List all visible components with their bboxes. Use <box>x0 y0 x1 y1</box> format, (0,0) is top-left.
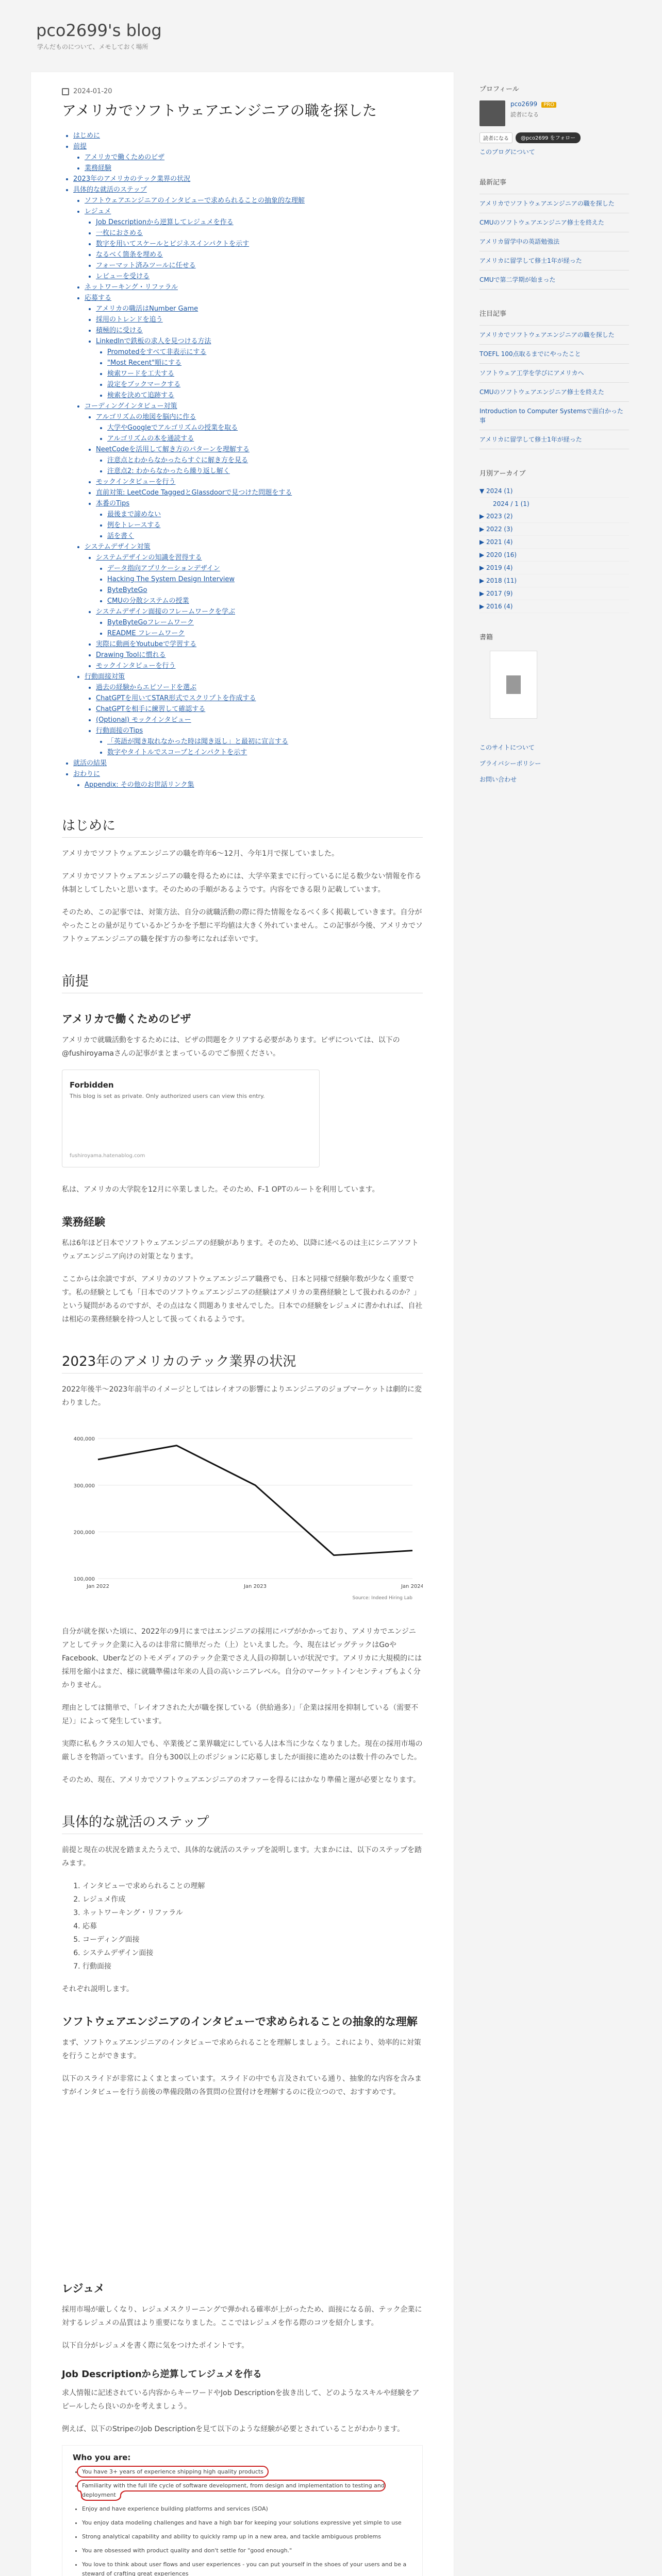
toc-item <box>96 444 423 477</box>
calendar-icon <box>62 88 69 95</box>
toc-link[interactable]: 業務経験 <box>85 164 112 172</box>
featured-entry-link[interactable]: アメリカに留学して修士1年が経った <box>479 430 629 449</box>
toc-item <box>96 498 423 541</box>
y-tick-label: 100,000 <box>73 1577 95 1582</box>
job-requirement-text: You have 3+ years of experience shipping high quality products <box>78 2467 268 2477</box>
recent-entry-link[interactable]: CMUで第二学期が始まった <box>479 270 629 290</box>
archive-year[interactable]: ▶ 2019 (4) <box>479 562 629 574</box>
heading-abstract: ソフトウェアエンジニアのインタビューで求められることの抽象的な理解 <box>62 2015 418 2028</box>
featured-entry-link[interactable]: TOEFL 100点取るまでにやったこと <box>479 345 629 364</box>
toc-item <box>96 639 423 650</box>
paragraph: 2022年後半～2023年前半のイメージとしてはレイオフの影響によりエンジニアのジョブマーケットは劇的に変わりました。 <box>62 1385 422 1407</box>
paragraph: アメリカでソフトウェアエンジニアの職を得るためには、大学卒業までに行っているに足る数少ない情報を作る体制としてしたいと思います。そのための手順があるようです。内容をできる限り記載しています。 <box>62 872 422 894</box>
step-item: 6. システムデザイン面接 <box>82 1946 423 1960</box>
sidebar-notes-title: 注目記事 <box>479 310 507 318</box>
featured-entries <box>479 325 629 449</box>
table-of-contents <box>62 130 423 790</box>
toc-item <box>96 217 423 228</box>
toc-item <box>107 422 423 433</box>
toc-item <box>85 779 423 790</box>
toc-item <box>85 206 423 282</box>
toc-item <box>73 184 423 758</box>
y-tick-label: 300,000 <box>73 1483 95 1489</box>
paragraph: 採用市場が厳しくなり、レジュメスクリーニングで弾かれる確率が上がったため、面接になる前、テック企業に対するレジュメの品質はより重要になりました。ここではレジュメを作る際のコツを紹介します。 <box>62 2306 422 2327</box>
toc-link[interactable]: 最後まで諦めない <box>107 511 161 518</box>
paragraph: アメリカでソフトウェアエンジニアの職を昨年6～12月、今年1月で探していました。 <box>62 850 339 858</box>
toc-link[interactable]: データ指向アプリケーションデザイン <box>107 565 220 572</box>
toc-link[interactable]: レジュメ <box>85 208 111 215</box>
toc-link[interactable]: "Most Recent"順にする <box>107 359 182 367</box>
toc-link[interactable]: モックインタビューを行う <box>96 662 176 670</box>
toc-item <box>85 541 423 671</box>
toc-link[interactable]: おわりに <box>73 770 101 778</box>
toc-item <box>107 455 423 466</box>
about-blog-link[interactable]: このブログについて <box>479 148 535 156</box>
paragraph: 私は6年ほど日本でソフトウェアエンジニアの経験があります。そのため、以降に述べるのは主にシニアソフトウェアエンジニア向けの対策となります。 <box>62 1239 419 1261</box>
toc-item <box>107 628 423 639</box>
toc-link[interactable]: 2023年のアメリカのテック業界の状況 <box>73 175 191 183</box>
paragraph: 自分が就を探いた頃に、2022年の9月にまではエンジニアの採用にバブがかかっており、アメリカでエンジニアとしてテック企業に入るのは非常に簡単だった（上）といえました。今、現在はビッグテックはGoやFacebook、Uberなどのトモメディアのテック企業でさえ人員の抑制しいが状況です。アメリカに大規模的には採用を縮小はまだ、様に就職準備は年来の人員の高いシニアレベル。自分のマーケットインセンティブもよく分かりません。 <box>62 1628 422 1689</box>
article <box>31 72 454 2576</box>
toc-link[interactable]: 一枚におさめる <box>96 229 143 237</box>
toc-item <box>96 725 423 758</box>
toc-item <box>107 617 423 628</box>
toc-item <box>73 130 423 141</box>
archive-year[interactable]: ▶ 2018 (11) <box>479 574 629 587</box>
profile-user-name[interactable]: pco2699 <box>510 100 538 108</box>
entry-date-text[interactable]: 2024-01-20 <box>73 88 112 95</box>
toc-link[interactable]: 応募する <box>85 294 112 302</box>
paragraph: それぞれ説明します。 <box>62 1985 134 1993</box>
toc-item <box>96 303 423 314</box>
slide-embed-space <box>62 2108 423 2263</box>
sidebar <box>479 72 629 787</box>
toc-item <box>96 682 423 693</box>
toc-item <box>96 412 423 444</box>
embed-card-title: Forbidden <box>70 1080 114 1090</box>
entry-title[interactable]: アメリカでソフトウェアエンジニアの職を探した <box>62 102 377 119</box>
toc-item <box>96 249 423 260</box>
recent-entry-link[interactable]: アメリカ留学中の英語勉強法 <box>479 232 629 251</box>
toc-item <box>96 314 423 325</box>
toc-link[interactable]: アメリカの職活はNumber Game <box>96 305 198 313</box>
chart-svg <box>62 1419 423 1609</box>
site-description: 学んだものについて、メモしておく場所 <box>37 43 148 50</box>
archive-list <box>479 485 629 613</box>
recent-entry-link[interactable]: アメリカでソフトウェアエンジニアの職を探した <box>479 194 629 213</box>
toc-item <box>107 520 423 531</box>
sidebar-footer-links <box>479 739 629 787</box>
toc-item <box>107 509 423 520</box>
toc-link[interactable]: Appendix: その他のお世話リンク集 <box>85 781 194 789</box>
site-header <box>0 0 662 72</box>
archive-month[interactable]: 2024 / 1 (1) <box>493 500 529 507</box>
job-requirement <box>82 2504 412 2514</box>
archive-year[interactable]: ▶ 2023 (2) <box>479 510 629 523</box>
archive-year[interactable]: ▶ 2016 (4) <box>479 600 629 613</box>
toc-link[interactable]: Hacking The System Design Interview <box>107 575 235 583</box>
toc-item <box>107 736 423 747</box>
paragraph: ここからは余談ですが、アメリカのソフトウェアエンジニア職務でも、日本と同様で経験年数が少なく重要です。私の経験としても「日本でのソフトウェアエンジニアの経験はアメリカの業務経験として扱われるのか？」という疑問があるのですが、その点はなく問題ありませんでした。日本での経験をレジュメに書かれれば、自社は相応の業務経験を持つ人として扱ってくれるようです。 <box>62 1275 423 1324</box>
toc-item <box>96 260 423 271</box>
steps-list <box>62 1879 423 1973</box>
recent-entry-link[interactable]: アメリカに留学して修士1年が経った <box>479 251 629 270</box>
job-requirement-text: Strong analytical capability and ability to quickly ramp up in a new area, and tackle ambiguous problems <box>82 2533 381 2540</box>
footer-link[interactable]: お問い合わせ <box>479 776 517 783</box>
paragraph: まず、ソフトウェアエンジニアのインタビューで求められることを理解しましょう。これにより、効率的に対策を行うことができます。 <box>62 2039 421 2060</box>
toc-link[interactable]: NeetCodeを活用して解き方のパターンを理解する <box>96 446 250 453</box>
toc-item <box>107 466 423 477</box>
job-requirement-text: Enjoy and have experience building platforms and services (SOA) <box>82 2505 268 2512</box>
toc-item <box>85 152 423 163</box>
toc-item <box>73 141 423 174</box>
job-requirements-list <box>73 2467 412 2576</box>
toc-item <box>85 282 423 293</box>
job-requirement-text: You enjoy data modeling challenges and have a high bar for keeping your solutions expressive yet simple to use <box>82 2519 402 2526</box>
toc-item <box>85 293 423 401</box>
series-line <box>98 1446 412 1555</box>
toc-item <box>107 563 423 574</box>
toc-item <box>85 401 423 541</box>
job-requirement <box>82 2467 412 2477</box>
job-postings-chart <box>62 1419 423 1609</box>
toc-link[interactable]: モックインタビューを行う <box>96 478 176 486</box>
step-item: 3. ネットワーキング・リファラル <box>82 1906 423 1920</box>
toc-link[interactable]: 積極的に受ける <box>96 327 143 334</box>
toc-link[interactable]: 本番のTips <box>96 500 130 507</box>
paragraph: 実際に私もクラスの知人でも、卒業後どこ業界職定にしている人は本当に少なくなりました。現在の採用市場の厳しさを物語っています。自分も300以上のポジションに応募しましたが面接に進めたのは数十件のみでした。 <box>62 1740 423 1761</box>
toc-link[interactable]: Job Descriptionから逆算してレジュメを作る <box>96 218 234 226</box>
paragraph: 求人情報に記述されている内容からキーワードやJob Descriptionを抜き出して、どのようなスキルや経験をアピールしたら良いのかを考えましょう。 <box>62 2389 420 2411</box>
archive-year[interactable]: ▶ 2017 (9) <box>479 587 629 600</box>
toc-item <box>96 477 423 487</box>
toc-link[interactable]: ByteByteGo <box>107 586 147 594</box>
archive-year[interactable]: ▶ 2021 (4) <box>479 536 629 549</box>
step-item: 5. コーディング面接 <box>82 1933 423 1946</box>
heading-visa: アメリカで働くためのビザ <box>62 1013 191 1025</box>
profile-buttons <box>479 132 629 143</box>
toc-link[interactable]: 検索を決めて追跡する <box>107 392 175 399</box>
archive-year[interactable]: ▼ 2024 (1) <box>479 485 629 498</box>
toc-item <box>73 174 423 184</box>
toc-link[interactable]: レビューを受ける <box>96 273 150 280</box>
archive-year[interactable]: ▶ 2022 (3) <box>479 523 629 536</box>
toc-link[interactable]: README フレームワーク <box>107 630 185 637</box>
x-tick-label: Jan 2024 <box>401 1584 423 1589</box>
toc-link[interactable]: 過去の経験からエピソードを選ぶ <box>96 684 197 691</box>
toc-link[interactable]: 前提 <box>73 143 87 150</box>
entry-date <box>62 88 423 95</box>
paragraph: 以下自分がレジュメを書く際に気をつけたポイントです。 <box>62 2342 249 2350</box>
footer-link[interactable]: プライバシーポリシー <box>479 760 541 767</box>
toc-link[interactable]: ネットワーキング・リファラル <box>85 283 178 291</box>
toc-link[interactable]: システムデザインの知識を習得する <box>96 554 202 562</box>
paragraph: 理由としては簡単で、「レイオフされた大が職を探している（供給過多）」「企業は採用を抑制している（需要不足）」によって発生しています。 <box>62 1704 419 1725</box>
avatar[interactable] <box>479 100 505 126</box>
toc-item <box>85 671 423 758</box>
toc-item <box>107 379 423 390</box>
paragraph: アメリカで就職活動をするためには、ビザの問題をクリアする必要があります。ビザについては、以下の@fushiroyamaさんの記事がまとまっているのでご参照ください。 <box>62 1036 400 1058</box>
toc-link[interactable]: フォーマット済みツールに任せる <box>96 262 196 269</box>
step-item: 4. 応募 <box>82 1920 423 1933</box>
pro-badge: PRO <box>541 102 556 108</box>
heading-jd: Job Descriptionから逆算してレジュメを作る <box>62 2369 262 2380</box>
book-placeholder[interactable] <box>490 651 537 719</box>
toc-item <box>96 606 423 639</box>
toc-link[interactable]: 注意点2: わからなかったら繰り返し解く <box>107 467 230 475</box>
toc-item <box>96 487 423 498</box>
featured-entry-link[interactable]: アメリカでソフトウェアエンジニアの職を探した <box>479 326 629 345</box>
toc-link[interactable]: (Optional) モックインタビュー <box>96 716 191 724</box>
toc-item <box>96 552 423 606</box>
toc-item <box>96 228 423 239</box>
toc-item <box>96 693 423 704</box>
paragraph: 私は、アメリカの大学院を12月に卒業しました。そのため、F-1 OPTのルートを利用しています。 <box>62 1185 379 1194</box>
toc-item <box>73 769 423 790</box>
toc-item <box>96 715 423 725</box>
heading-resume: レジュメ <box>62 2282 105 2295</box>
featured-entry-link[interactable]: CMUのソフトウェアエンジニア修士を終えた <box>479 383 629 402</box>
toc-item <box>107 390 423 401</box>
job-requirement-text: Familiarity with the full life cycle of software development, from design and implementation to testing and deployment <box>78 2481 385 2500</box>
profile-subtext: 読者になる <box>510 111 539 118</box>
heading-premise: 前提 <box>62 971 423 993</box>
footer-link[interactable]: このサイトについて <box>479 744 535 751</box>
job-description-screenshot <box>62 2445 423 2576</box>
toc-link[interactable]: 大学やGoogleでアルゴリズムの授業を取る <box>107 424 238 432</box>
toc-item <box>107 531 423 541</box>
toc-item <box>96 704 423 715</box>
heading-steps: 具体的な就活のステップ <box>62 1811 423 1834</box>
toc-link[interactable]: Drawing Toolに慣れる <box>96 651 166 659</box>
twitter-follow-button[interactable]: @pco2699 をフォロー <box>516 132 581 143</box>
toc-item <box>107 574 423 585</box>
toc-item <box>96 325 423 336</box>
recent-entry-link[interactable]: CMUのソフトウェアエンジニア修士を終えた <box>479 213 629 232</box>
toc-item <box>107 596 423 606</box>
toc-link[interactable]: ChatGPTを相手に練習して確認する <box>96 705 206 713</box>
toc-item <box>107 433 423 444</box>
site-title[interactable]: pco2699's blog <box>36 21 162 40</box>
featured-entry-link[interactable]: Introduction to Computer Systemsで面白かった事 <box>479 402 629 430</box>
x-tick-label: Jan 2023 <box>243 1584 267 1589</box>
sidebar-profile-title: プロフィール <box>479 86 519 93</box>
embed-card[interactable] <box>62 1070 320 1167</box>
y-tick-label: 400,000 <box>73 1436 95 1443</box>
toc-item <box>107 368 423 379</box>
toc-link[interactable]: はじめに <box>73 132 101 140</box>
step-item: 2. レジュメ作成 <box>82 1893 423 1906</box>
job-requirement <box>82 2560 412 2576</box>
toc-link[interactable]: ChatGPTを用いてSTAR形式でスクリプトを作成する <box>96 694 256 702</box>
toc-link[interactable]: 直前対策: LeetCode TaggedとGlassdoorで見つけた問題をする <box>96 489 292 497</box>
job-who-heading: Who you are: <box>73 2453 131 2462</box>
toc-link[interactable]: CMUの分散システムの授業 <box>107 597 189 605</box>
recent-entries <box>479 194 629 290</box>
toc-link[interactable]: 「英語が聞き取れなかった時は聞き返し」と最初に宣言する <box>107 738 289 745</box>
toc-link[interactable]: システムデザイン面接のフレームワークを学ぶ <box>96 608 236 616</box>
toc-link[interactable]: Promotedをすべて非表示にする <box>107 348 207 356</box>
toc-item <box>85 195 423 206</box>
heading-intro: はじめに <box>62 815 423 838</box>
toc-link[interactable]: 検索ワードを工夫する <box>107 370 175 378</box>
toc-item <box>73 758 423 769</box>
toc-link[interactable]: 具体的な就活のステップ <box>73 186 147 194</box>
sidebar-archive-title: 月別アーカイブ <box>479 470 526 478</box>
paragraph: 前提と現在の状況を踏まえたうえで、具体的な就活のステップを説明します。大まかには、以下のステップを踏みます。 <box>62 1846 422 1868</box>
toc-item <box>96 650 423 660</box>
toc-link[interactable]: コーディングインタビュー対策 <box>85 402 177 410</box>
toc-item <box>107 747 423 758</box>
toc-link[interactable]: 実際に動画をYoutubeで学習する <box>96 640 196 648</box>
toc-link[interactable]: ソフトウェアエンジニアのインタビューで求められることの抽象的な理解 <box>85 197 305 205</box>
toc-link[interactable]: アメリカで働くためのビザ <box>85 154 165 161</box>
subscribe-button[interactable]: 読者になる <box>479 132 512 143</box>
toc-link[interactable]: 設定をブックマークする <box>107 381 181 388</box>
profile <box>479 100 629 126</box>
toc-item <box>96 660 423 671</box>
toc-link[interactable]: 注意点とわからなかったらすぐに解き方を見る <box>107 456 249 464</box>
sidebar-recent-title: 最新記事 <box>479 179 507 187</box>
toc-link[interactable]: システムデザイン対策 <box>85 543 151 551</box>
toc-link[interactable]: 例をトレースする <box>107 521 161 529</box>
toc-item <box>107 347 423 358</box>
paragraph: 以下のスライドが非常によくまとまっています。スライドの中でも言及されている通り、抽象的な内容を含みますがインタビューを行う前後の準備段階の各質問の位置付けを理解するのに役立つので、おすすめです。 <box>62 2075 422 2096</box>
toc-item <box>96 239 423 249</box>
toc-link[interactable]: LinkedInで鉄板の求人を見つける方法 <box>96 337 211 345</box>
y-tick-label: 200,000 <box>73 1530 95 1536</box>
toc-link[interactable]: アルゴリズムの本を通読する <box>107 435 194 443</box>
job-requirement-text: You are obsessed with product quality and don't settle for "good enough." <box>82 2547 292 2554</box>
embed-card-url: fushiroyama.hatenablog.com <box>70 1153 145 1159</box>
toc-link[interactable]: 採用のトレンドを追う <box>96 316 163 324</box>
step-item: 1. インタビューで求められることの理解 <box>82 1879 423 1893</box>
toc-item <box>85 163 423 174</box>
job-requirement <box>82 2518 412 2528</box>
toc-link[interactable]: アルゴリズムの地図を脳内に作る <box>96 413 196 421</box>
job-requirement <box>82 2481 412 2500</box>
paragraph: そのため、この記事では、対策方法、自分の就職活動の際に得た情報をなるべく多く掲載していきます。自分がやったことの量が足りているかどうかを予想に平均値は大きく外れていません。この記事が今後、アメリカでソフトウェアエンジニアの職を探す方の参考になれば幸いです。 <box>62 908 423 943</box>
sidebar-books-title: 書籍 <box>479 634 493 641</box>
paragraph: 例えば、以下のStripeのJob Descriptionを見て以下のような経験が必要とされていることがわかります。 <box>62 2425 405 2433</box>
step-item: 7. 行動面接 <box>82 1960 423 1973</box>
toc-item <box>107 358 423 368</box>
document-icon <box>506 675 521 694</box>
toc-link[interactable]: なるべく箇条を埋める <box>96 251 163 259</box>
toc-item <box>96 271 423 282</box>
embed-card-body: This blog is set as private. Only authorized users can view this entry. <box>70 1093 265 1099</box>
toc-link[interactable]: 数字やタイトルでスコープとインパクトを示す <box>107 749 247 756</box>
toc-link[interactable]: 数字を用いてスケールとビジネスインパクトを示す <box>96 240 250 248</box>
heading-experience: 業務経験 <box>62 1216 105 1228</box>
paragraph: そのため、現在、アメリカでソフトウェアエンジニアのオファーを得るにはかなり準備と運が必要となります。 <box>62 1776 421 1784</box>
toc-link[interactable]: ByteByteGoフレームワーク <box>107 619 194 626</box>
featured-entry-link[interactable]: ソフトウェア工学を学びにアメリカへ <box>479 364 629 383</box>
archive-year[interactable]: ▶ 2020 (16) <box>479 549 629 562</box>
heading-market: 2023年のアメリカのテック業界の状況 <box>62 1351 423 1374</box>
chart-source: Source: Indeed Hiring Lab <box>352 1596 412 1601</box>
toc-link[interactable]: 行動面接対策 <box>85 673 125 681</box>
toc-link[interactable]: 就活の結果 <box>73 759 107 767</box>
toc-link[interactable]: 話を書く <box>107 532 135 540</box>
job-requirement <box>82 2546 412 2555</box>
job-requirement <box>82 2532 412 2541</box>
toc-item <box>96 336 423 401</box>
x-tick-label: Jan 2022 <box>86 1584 110 1589</box>
toc-link[interactable]: 行動面接のTips <box>96 727 143 735</box>
job-requirement-text: You love to think about user flows and user experiences - you can put yourself in the shoes of your users and be a steward of crafting great experiences <box>82 2561 407 2576</box>
toc-item <box>107 585 423 596</box>
